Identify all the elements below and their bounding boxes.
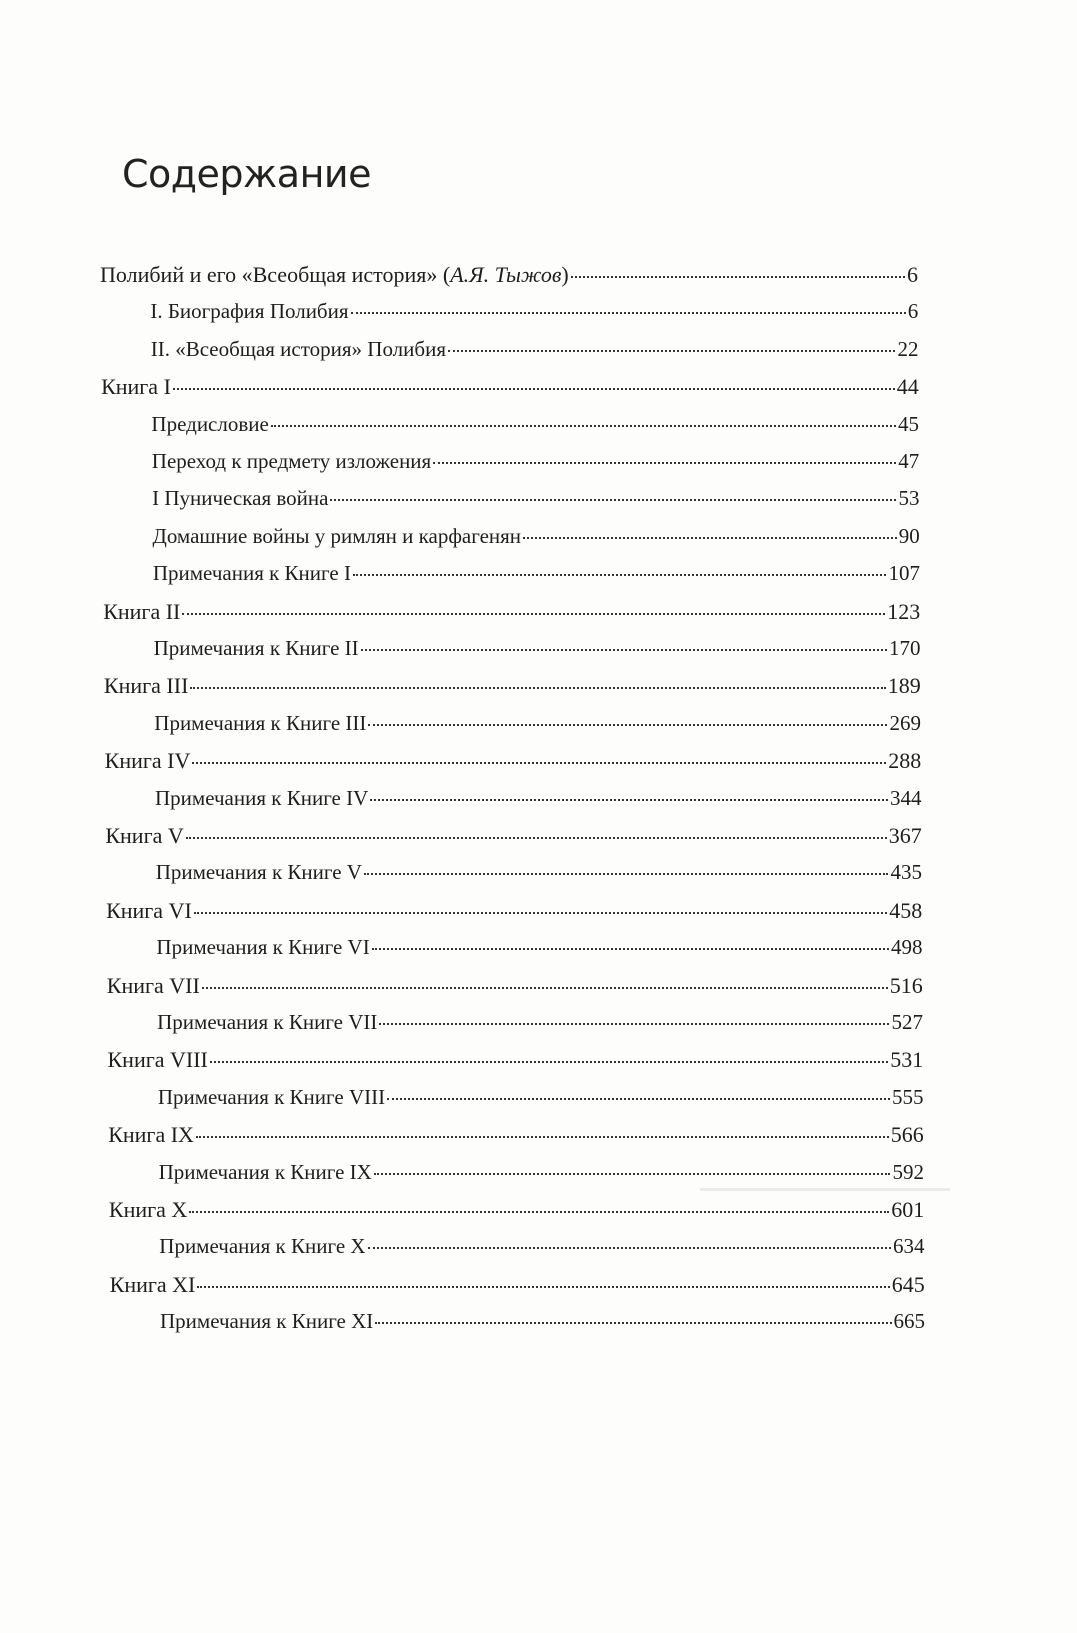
toc-entry-label: II. «Всеобщая история» Полибия [150, 336, 446, 361]
toc-entry-label: I. Биография Полибия [150, 299, 349, 324]
toc-entry-page-number: 170 [888, 636, 921, 660]
toc-entry-label: Примечания к Книге IV [155, 785, 369, 810]
toc-entry-page-number: 498 [890, 935, 923, 960]
dot-leader [190, 687, 885, 689]
toc-entry-label: Примечания к Книге VII [157, 1010, 378, 1034]
toc-entry-page-number: 435 [890, 860, 922, 885]
dot-leader [571, 276, 905, 278]
toc-entry-section [155, 786, 922, 818]
toc-entry-book [110, 1272, 925, 1304]
dot-leader [374, 1173, 891, 1175]
toc-entry-section [154, 711, 921, 743]
dot-leader [194, 912, 887, 914]
toc-entry-author: А.Я. Тыжов [450, 262, 562, 287]
toc-entry-section [159, 1234, 924, 1266]
toc-entry-page-number: 53 [898, 486, 920, 511]
toc-entry-page-number: 555 [891, 1084, 924, 1109]
toc-entry-label: Примечания к Книге VI [156, 935, 370, 960]
dot-leader [186, 837, 887, 839]
toc-entry-page-number: 601 [891, 1197, 925, 1222]
toc-entry-section [150, 299, 918, 331]
dot-leader [192, 762, 886, 764]
dot-leader [330, 499, 896, 501]
toc-entry-section [151, 412, 919, 444]
toc-entry-page-number: 107 [888, 561, 920, 586]
toc-entry-page-number: 189 [887, 673, 921, 699]
toc-entry-label: Домашние войны у римлян и карфагенян [152, 523, 522, 548]
toc-entry-page-number: 22 [897, 336, 919, 361]
toc-entry-section [156, 860, 922, 892]
toc-entry-book [105, 823, 921, 855]
dot-leader [433, 462, 896, 464]
toc-entry-label: Примечания к Книге II [153, 636, 359, 660]
toc-entry-page-number: 6 [907, 262, 918, 287]
toc-entry-section [152, 449, 919, 481]
toc-entry-section [156, 935, 922, 967]
toc-entry-section [152, 486, 919, 518]
toc-entry-label: Примечания к Книге I [152, 561, 351, 586]
toc-entry-page-number: 44 [896, 374, 919, 400]
toc-entry-section [158, 1085, 924, 1117]
dot-leader [387, 1098, 890, 1100]
dot-leader [523, 537, 897, 539]
toc-entry-book [100, 262, 918, 294]
dot-leader [351, 312, 906, 314]
toc-entry-page-number: 634 [892, 1234, 925, 1259]
toc-entry-book [108, 1122, 924, 1154]
toc-entry-page-number: 123 [887, 598, 921, 624]
toc-entry-page-number: 45 [897, 411, 919, 436]
toc-entry-section [160, 1309, 925, 1341]
toc-entry-label: Книга VIII [107, 1047, 208, 1073]
toc-entry-page-number: 645 [891, 1271, 925, 1297]
toc-entry-book [103, 599, 920, 631]
toc-entry-label: I Пуническая война [152, 486, 329, 511]
toc-entry-section [159, 1160, 924, 1192]
toc-entry-label: Примечания к Книге XI [160, 1309, 374, 1334]
toc-entry-book [108, 1047, 924, 1079]
dot-leader [368, 724, 887, 726]
toc-entry-book [109, 1197, 924, 1229]
toc-entry-book [107, 973, 923, 1005]
toc-entry-label: Книга X [108, 1197, 188, 1222]
toc-entry-book [105, 748, 922, 780]
toc-entry-label: Примечания к Книге III [154, 710, 367, 735]
toc-entry-page-number: 47 [898, 449, 920, 473]
dot-leader [182, 613, 885, 615]
dot-leader [370, 799, 888, 801]
toc-entry-book [101, 374, 919, 406]
dot-leader [189, 1211, 889, 1213]
toc-entry-label: Книга I [101, 374, 171, 400]
dot-leader [372, 948, 889, 950]
toc-entry-page-number: 344 [890, 785, 922, 810]
toc-entry-label: Примечания к Книге X [159, 1234, 366, 1259]
toc-entry-label: Книга VI [106, 897, 192, 923]
dot-leader [364, 873, 889, 875]
toc-entry-section [153, 561, 920, 593]
dot-leader [196, 1136, 889, 1138]
page-title: Содержание [122, 152, 371, 196]
dot-leader [210, 1061, 888, 1063]
toc-entry-page-number: 531 [890, 1047, 924, 1073]
dot-leader [173, 388, 895, 390]
toc-entry-label: Книга III [103, 673, 189, 699]
toc-entry-closing-paren: ) [561, 262, 569, 287]
dot-leader [197, 1286, 889, 1288]
toc-entry-page-number: 592 [892, 1159, 924, 1184]
dot-leader [271, 425, 896, 427]
toc-entry-page-number: 566 [890, 1122, 924, 1148]
toc-entry-book [106, 898, 922, 930]
dot-leader [368, 1247, 891, 1249]
dot-leader [379, 1023, 889, 1025]
toc-entry-label: Книга V [105, 823, 184, 848]
toc-entry-book [104, 673, 921, 705]
toc-entry-section [151, 337, 919, 369]
dot-leader [375, 1322, 891, 1324]
toc-entry-label: Книга IV [104, 748, 191, 774]
dot-leader [353, 574, 887, 576]
toc-entry-section [157, 1010, 923, 1042]
toc-entry-page-number: 665 [893, 1309, 925, 1334]
toc-entry-label: Книга II [103, 598, 181, 624]
toc-entry-label: Примечания к Книге IX [158, 1159, 372, 1184]
toc-entry-section [154, 636, 921, 668]
dot-leader [361, 649, 887, 651]
toc-entry-label: Переход к предмету изложения [151, 449, 432, 473]
toc-entry-page-number: 527 [891, 1010, 923, 1034]
dot-leader [202, 987, 888, 989]
toc-entry-page-number: 288 [888, 748, 922, 774]
toc-entry-section [153, 524, 920, 556]
toc-entry-label: Примечания к Книге V [155, 860, 362, 885]
toc-entry-label: Примечания к Книге VIII [157, 1084, 386, 1109]
toc-entry-label: Предисловие [151, 411, 269, 436]
toc-entry-page-number: 90 [898, 523, 920, 548]
toc-entry-page-number: 269 [889, 710, 921, 735]
toc-entry-page-number: 367 [888, 823, 922, 848]
dot-leader [448, 350, 896, 352]
toc-entry-label: Книга VII [106, 972, 200, 998]
toc-entry-label: Книга XI [109, 1271, 196, 1297]
toc-entry-label: Книга IX [108, 1122, 194, 1148]
toc-entry-page-number: 6 [907, 299, 919, 324]
toc-entry-page-number: 458 [889, 897, 923, 923]
toc-entry-label: Полибий и его «Всеобщая история» ( [100, 262, 451, 287]
toc-entry-page-number: 516 [889, 972, 923, 998]
